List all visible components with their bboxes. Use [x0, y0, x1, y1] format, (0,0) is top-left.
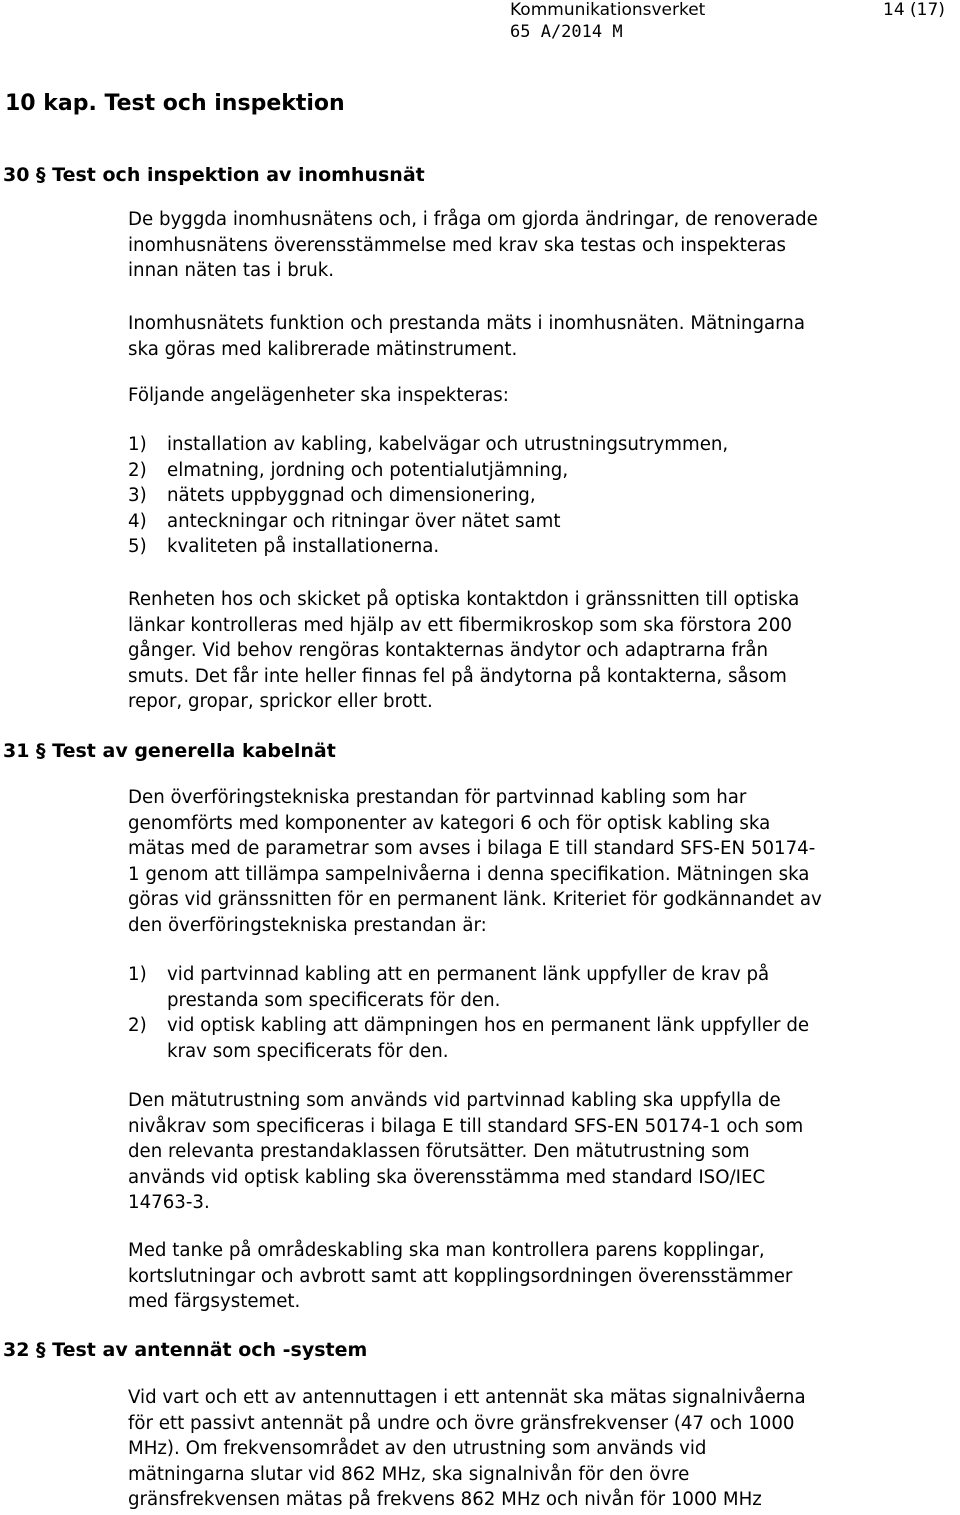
text-line: De byggda inomhusnätens och, i fråga om gjorda ändringar, de renoverade — [128, 209, 818, 230]
list-item — [128, 458, 958, 484]
text-line: 1 genom att tillämpa sampelnivåerna i denna specifikation. Mätningen ska — [128, 863, 810, 885]
text-line: repor, gropar, sprickor eller brott. — [128, 691, 433, 713]
section-30-inspection-list — [128, 432, 958, 560]
section-30-paragraph-3 — [128, 383, 958, 409]
section-31-paragraph-2 — [128, 1088, 958, 1216]
section-30-paragraph-1 — [128, 207, 958, 284]
text-line: mätas med de parametrar som avses i bilaga E till standard SFS-EN 50174- — [128, 838, 816, 860]
section-30-heading: 30 § Test och inspektion av inomhusnät — [3, 164, 425, 186]
section-31-heading: 31 § Test av generella kabelnät — [3, 740, 336, 762]
section-32-paragraph-1 — [128, 1385, 958, 1513]
list-item-text: anteckningar och ritningar över nätet samt — [167, 510, 561, 532]
list-item-number: 3) — [128, 485, 147, 507]
text-line: Med tanke på områdeskabling ska man kontrollera parens kopplingar, — [128, 1240, 765, 1261]
section-30-paragraph-2 — [128, 311, 958, 362]
text-line: gränsfrekvensen mätas på frekvens 862 MHz och nivån för 1000 MHz — [128, 1489, 762, 1511]
text-line: göras vid gränssnitten för en permanent länk. Kriteriet för godkännandet av — [128, 889, 822, 911]
text-line: Inomhusnätets funktion och prestanda mäts i inomhusnäten. Mätningarna — [128, 313, 805, 334]
text-line: mätningarna slutar vid 862 MHz, ska signalnivån för den övre — [128, 1463, 690, 1485]
section-31-paragraph-3 — [128, 1238, 958, 1315]
header-reference: 65 A/2014 M — [510, 22, 623, 42]
text-line: Den mätutrustning som används vid partvinnad kabling ska uppfylla de — [128, 1090, 781, 1111]
text-line: Följande angelägenheter ska inspekteras: — [128, 385, 509, 406]
list-item-number: 2) — [128, 459, 147, 481]
text-line: Vid vart och ett av antennuttagen i ett antennät ska mätas signalnivåerna — [128, 1387, 806, 1408]
list-item-text: nätets uppbyggnad och dimensionering, — [167, 485, 536, 507]
list-item-text: prestanda som specificerats för den. — [167, 989, 501, 1011]
text-line: Den överföringstekniska prestandan för partvinnad kabling som har — [128, 787, 747, 808]
text-line: med färgsystemet. — [128, 1291, 301, 1313]
list-item-text: vid partvinnad kabling att en permanent länk uppfyller de krav på — [167, 964, 770, 985]
text-line: ska göras med kalibrerade mätinstrument. — [128, 338, 518, 360]
list-item-text: elmatning, jordning och potentialutjämning, — [167, 459, 569, 481]
text-line: genomförts med komponenter av kategori 6 och för optisk kabling ska — [128, 812, 771, 834]
list-item-number: 1) — [128, 964, 147, 985]
list-item — [128, 432, 958, 458]
section-32-heading: 32 § Test av antennät och -system — [3, 1339, 368, 1361]
list-item-number: 1) — [128, 434, 147, 455]
list-item-number: 4) — [128, 510, 147, 532]
list-item-text: vid optisk kabling att dämpningen hos en permanent länk uppfyller de — [167, 1015, 810, 1037]
list-item — [128, 534, 958, 560]
section-31-criteria-list — [128, 962, 958, 1064]
text-line: 14763-3. — [128, 1192, 210, 1214]
list-item — [128, 1013, 958, 1064]
text-line: används vid optisk kabling ska överensstämma med standard ISO/IEC — [128, 1166, 766, 1188]
text-line: för ett passivt antennät på undre och övre gränsfrekvenser (47 och 1000 — [128, 1412, 795, 1434]
chapter-title: 10 kap. Test och inspektion — [5, 91, 345, 116]
text-line: gånger. Vid behov rengöras kontakternas ändytor och adaptrarna från — [128, 640, 769, 662]
list-item-text: kvaliteten på installationerna. — [167, 536, 440, 558]
header-agency: Kommunikationsverket — [510, 0, 706, 20]
list-item — [128, 483, 958, 509]
text-line: inomhusnätens överensstämmelse med krav ska testas och inspekteras — [128, 234, 787, 256]
text-line: innan näten tas i bruk. — [128, 260, 335, 282]
list-item-text: krav som specificerats för den. — [167, 1040, 449, 1062]
text-line: länkar kontrolleras med hjälp av ett fibermikroskop som ska förstora 200 — [128, 614, 792, 636]
list-item — [128, 962, 958, 1013]
text-line: den överföringstekniska prestandan är: — [128, 914, 487, 936]
text-line: nivåkrav som specificeras i bilaga E till standard SFS-EN 50174-1 och som — [128, 1115, 804, 1137]
text-line: Renheten hos och skicket på optiska kontaktdon i gränssnitten till optiska — [128, 589, 800, 610]
list-item-number: 5) — [128, 536, 147, 558]
list-item-number: 2) — [128, 1015, 147, 1037]
section-31-paragraph-1 — [128, 785, 958, 939]
list-item — [128, 509, 958, 535]
list-item-text: installation av kabling, kabelvägar och utrustningsutrymmen, — [167, 434, 729, 455]
text-line: smuts. Det får inte heller finnas fel på ändytorna på kontakterna, såsom — [128, 665, 787, 687]
text-line: kortslutningar och avbrott samt att kopplingsordningen överensstämmer — [128, 1265, 793, 1287]
section-30-paragraph-4 — [128, 587, 958, 715]
header-page-number: 14 (17) — [883, 0, 945, 20]
text-line: MHz). Om frekvensområdet av den utrustning som används vid — [128, 1438, 707, 1460]
text-line: den relevanta prestandaklassen förutsätter. Den mätutrustning som — [128, 1141, 750, 1163]
